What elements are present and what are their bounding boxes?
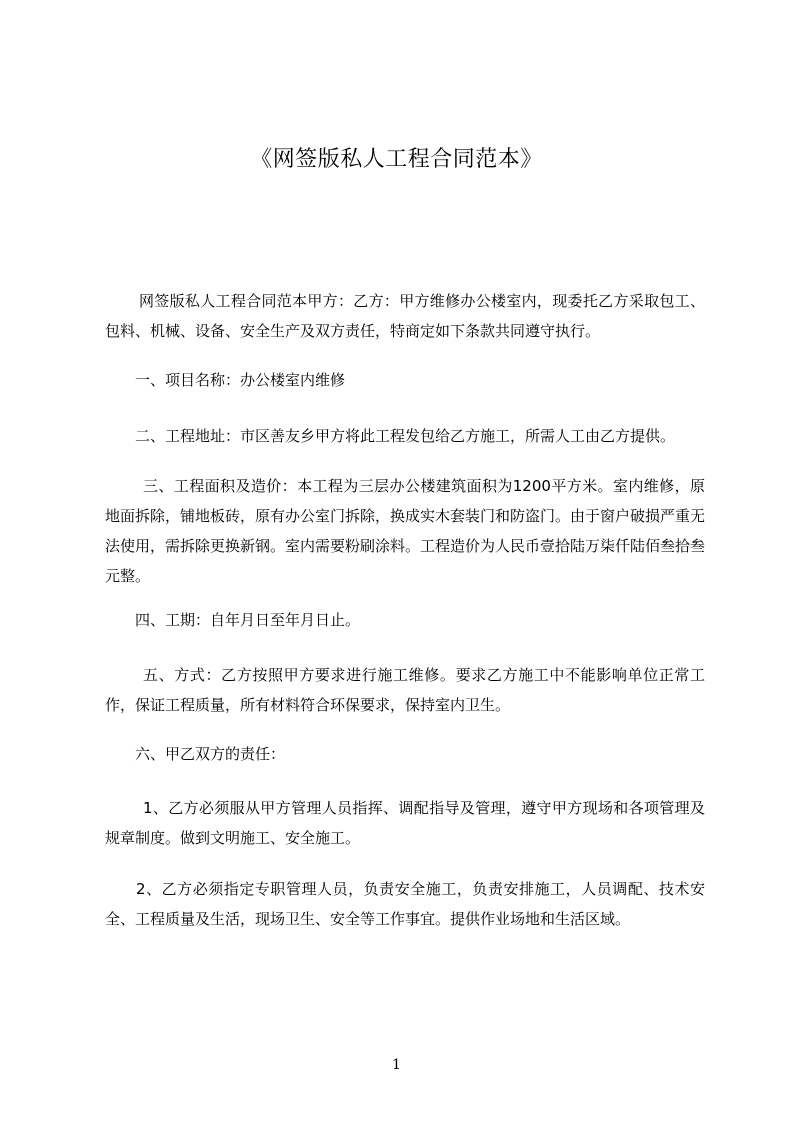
clause-project-address: 二、工程地址：市区善友乡甲方将此工程发包给乙方施工，所需人工由乙方提供。	[135, 427, 676, 445]
clause-responsibilities-heading: 六、甲乙双方的责任：	[135, 745, 286, 763]
document-title: 《网签版私人工程合同范本》	[250, 147, 543, 172]
intro-paragraph: 网签版私人工程合同范本甲方：乙方：甲方维修办公楼室内，现委托乙方采取包工、包料、机械、设备、安全生产及双方责任，特商定如下条款共同遵守执行。	[105, 292, 705, 340]
clause-project-name: 一、项目名称：办公楼室内维修	[135, 371, 346, 389]
clause-duration: 四、工期：自年月日至年月日止。	[135, 611, 361, 629]
clause-area-and-cost: 三、工程面积及造价：本工程为三层办公楼建筑面积为1200平方米。室内维修，原地面拆除，铺地板砖，原有办公室门拆除，换成实木套装门和防盗门。由于窗户破损严重无法使用，需拆除更换新钢。室内需要粉刷涂料。工程造价为人民币壹拾陆万柒仟陆佰叁拾叁元整。	[105, 477, 706, 585]
responsibility-item-2: 2、乙方必须指定专职管理人员，负责安全施工，负责安排施工，人员调配、技术安全、工程质量及生活，现场卫生、安全等工作事宜。提供作业场地和生活区域。	[105, 880, 705, 928]
page-number: 1	[392, 1057, 401, 1073]
responsibility-item-1: 1、乙方必须服从甲方管理人员指挥、调配指导及管理，遵守甲方现场和各项管理及规章制度。做到文明施工、安全施工。	[105, 799, 705, 847]
clause-method: 五、方式：乙方按照甲方要求进行施工维修。要求乙方施工中不能影响单位正常工作，保证工程质量，所有材料符合环保要求，保持室内卫生。	[105, 666, 705, 714]
